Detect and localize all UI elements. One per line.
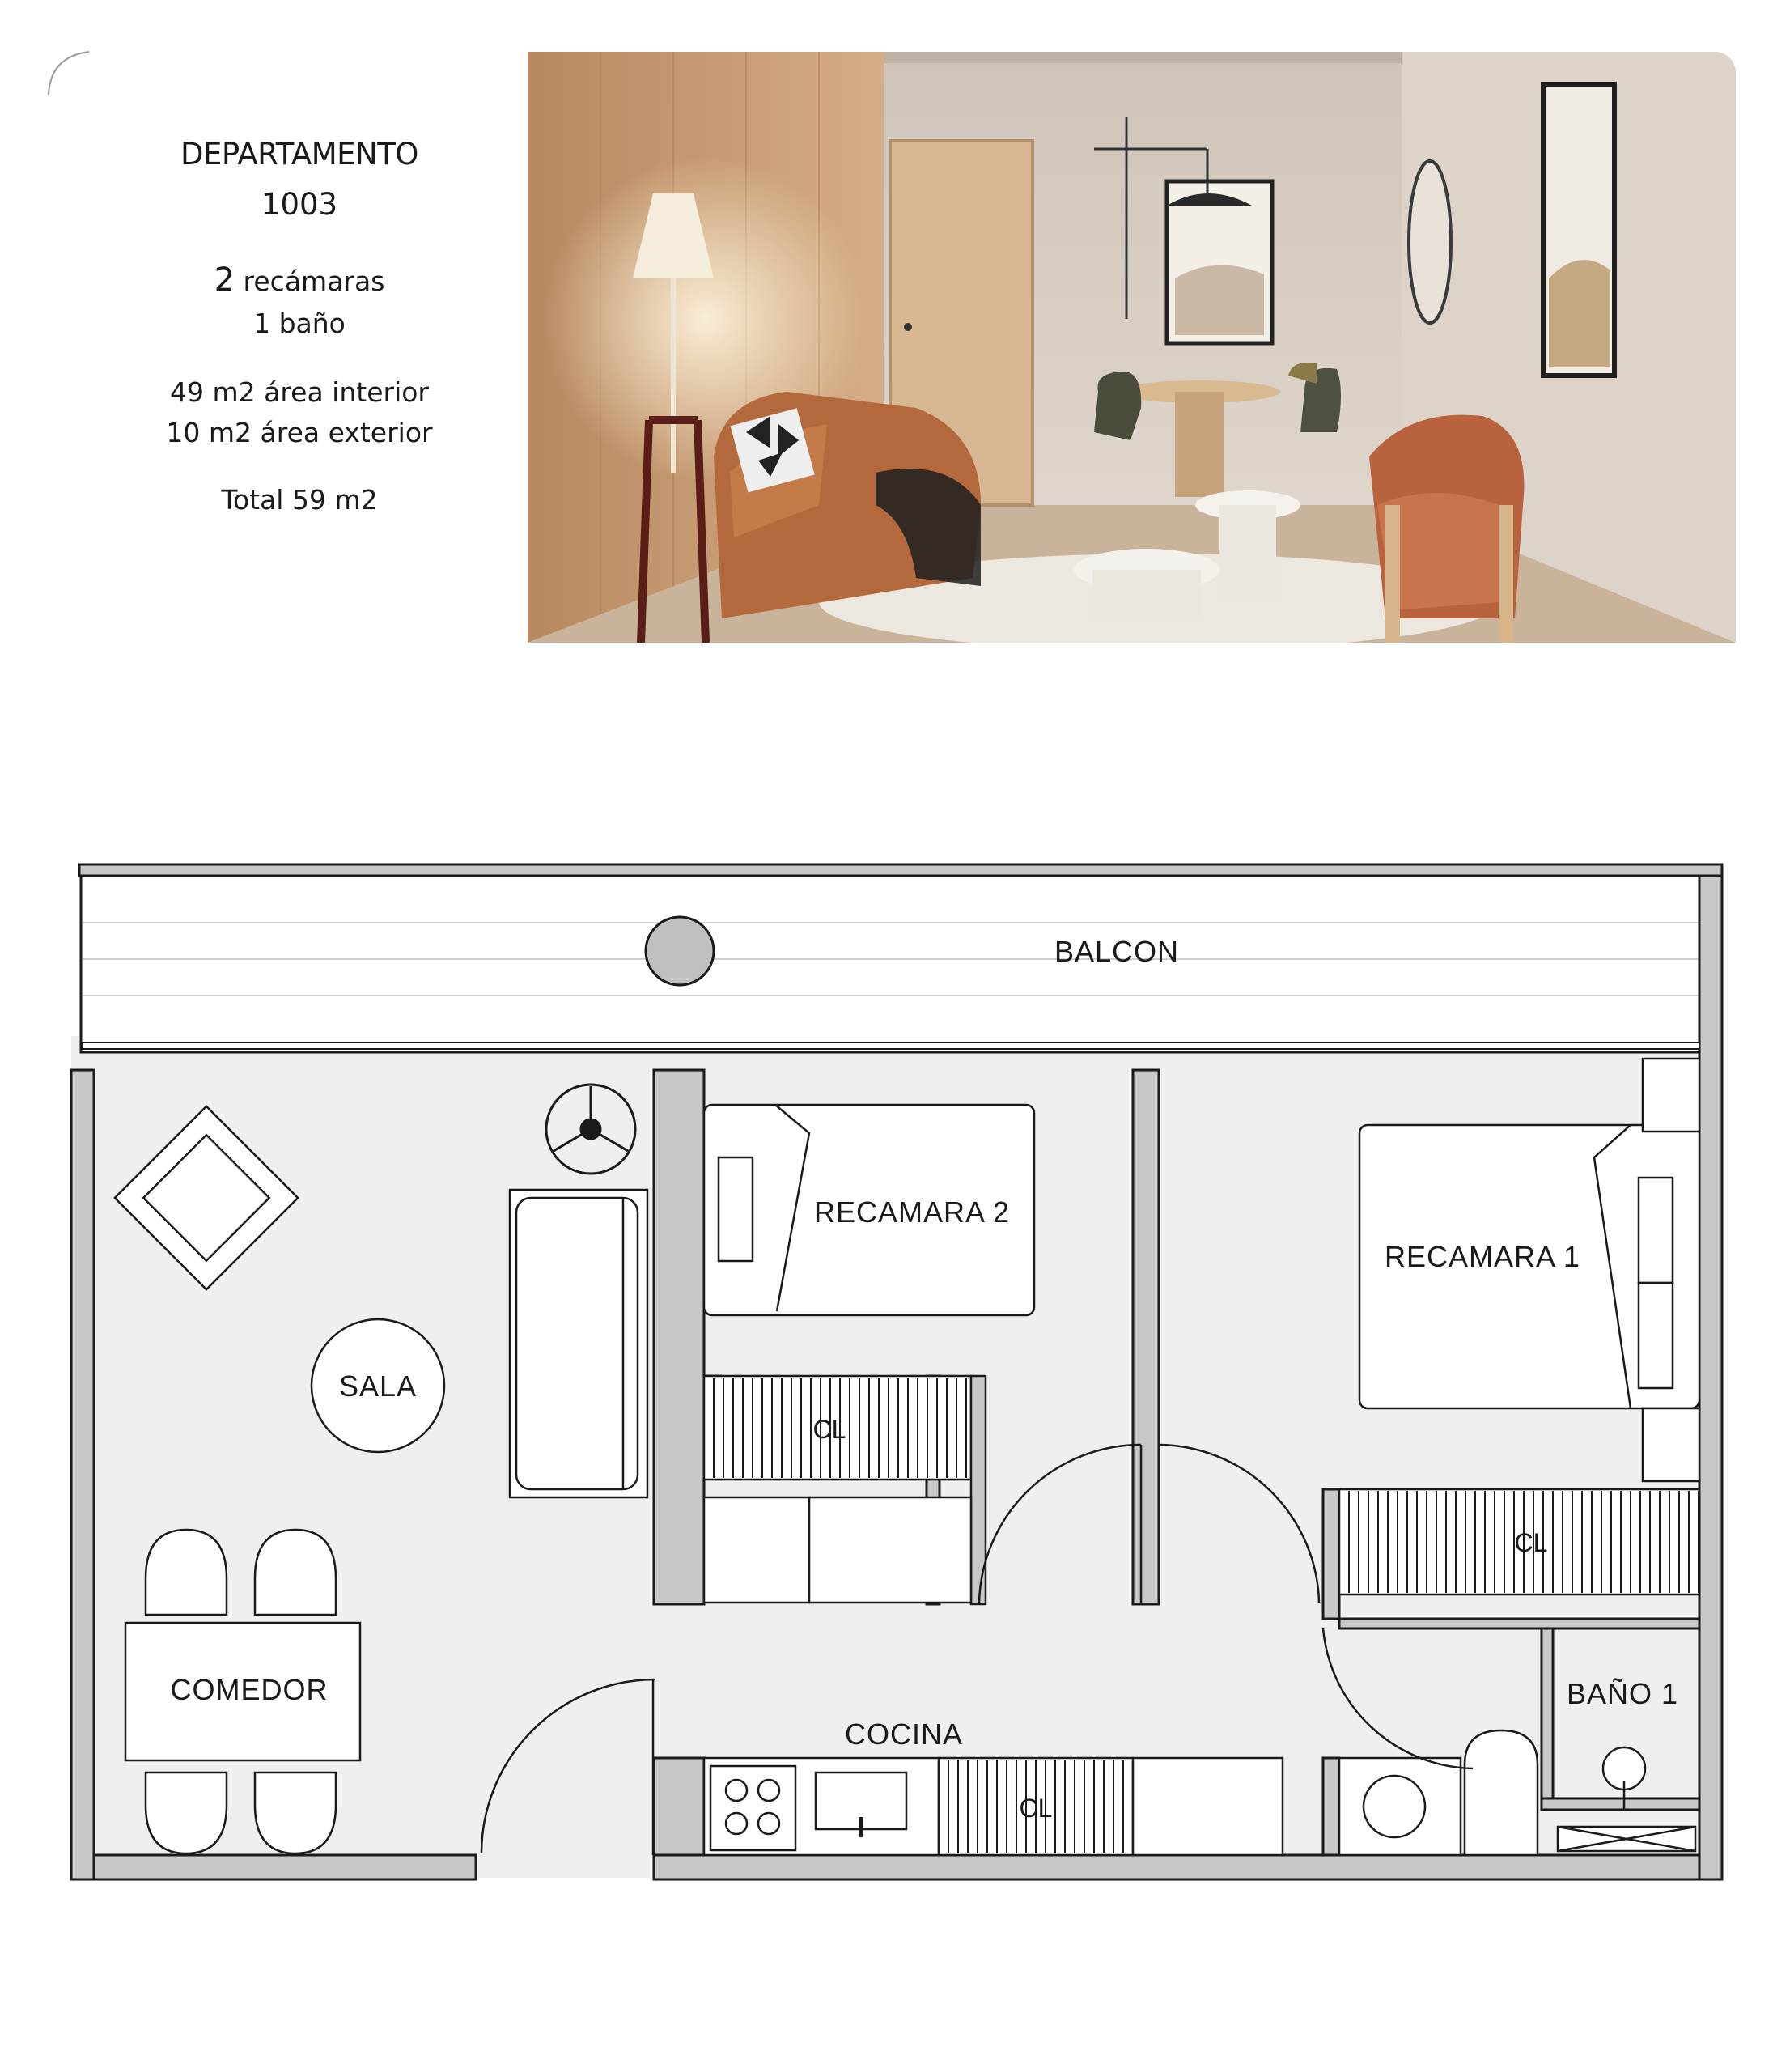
balcony	[81, 874, 1716, 1052]
bedroom-2-label: RECAMARA 2	[813, 1195, 1011, 1229]
bedrooms-label: recámaras	[243, 265, 385, 297]
interior-render-photo	[528, 52, 1736, 643]
bathrooms-line: 1 baño	[253, 308, 346, 339]
unit-number: 1003	[261, 187, 338, 222]
oval-mirror	[1409, 161, 1451, 323]
interior-render-illustration	[528, 52, 1736, 643]
corner-arc-decoration	[47, 50, 95, 99]
areas	[121, 372, 477, 453]
sofa-symbol	[510, 1190, 647, 1497]
interior-area: 49 m2 área interior	[169, 376, 429, 408]
balcony-label: BALCON	[1054, 935, 1180, 968]
floor-plan	[65, 858, 1732, 1910]
fridge	[1133, 1758, 1283, 1855]
balcony-column	[646, 917, 714, 985]
exterior-area: 10 m2 área exterior	[166, 417, 433, 448]
bedrooms-line	[121, 259, 477, 303]
bedroom-1-label: RECAMARA 1	[1384, 1240, 1581, 1273]
cabinets	[704, 1497, 971, 1603]
closet-label-3: CL	[1019, 1794, 1053, 1823]
closet-recamara-1	[1339, 1489, 1699, 1594]
dining-label: COMEDOR	[170, 1673, 329, 1706]
unit-title: DEPARTAMENTO	[180, 137, 418, 172]
kitchen-label: COCINA	[844, 1717, 964, 1751]
closet-label-1: CL	[812, 1415, 846, 1444]
living-room-label: SALA	[338, 1369, 418, 1403]
bathroom-label: BAÑO 1	[1566, 1677, 1679, 1710]
bedrooms-count: 2	[214, 261, 235, 299]
stove	[710, 1766, 795, 1850]
room-counts	[121, 259, 477, 345]
closet-label-2: CL	[1514, 1528, 1548, 1557]
unit-info	[121, 130, 477, 516]
total-area: Total 59 m2	[221, 484, 378, 516]
